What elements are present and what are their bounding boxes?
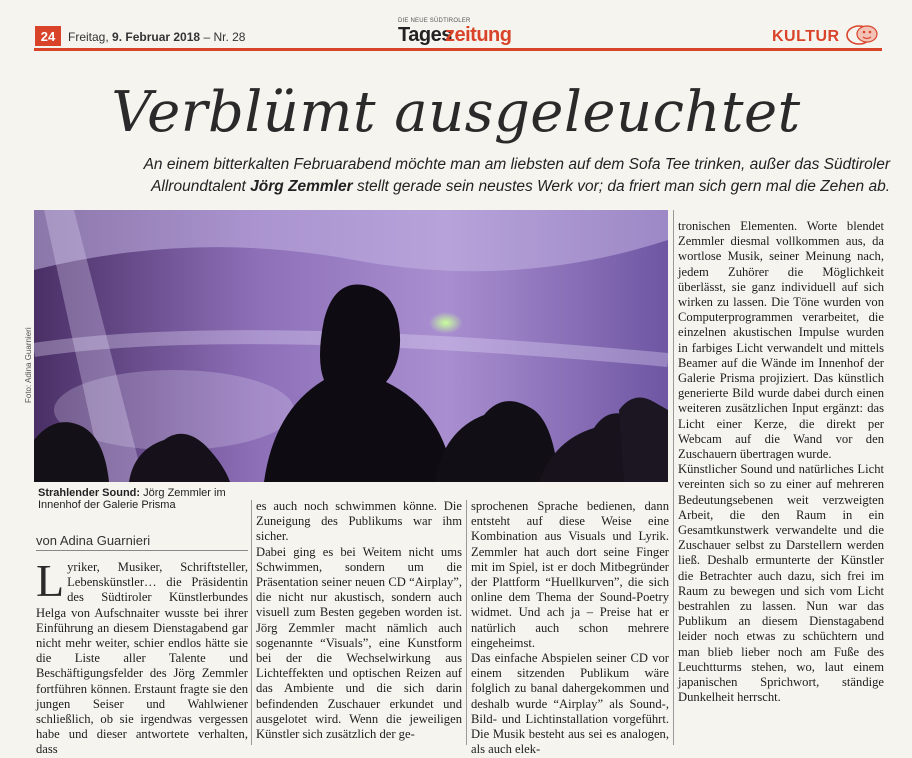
lead-text-end: stellt gerade sein neustes Werk vor; da friert man sich gern mal die Zehen ab. [352,178,890,195]
masthead-word-zeitung: zeitung [445,24,512,46]
photo-caption [38,487,268,511]
article-column-2 [256,499,462,742]
column-separator [673,210,674,745]
article-lead [60,154,890,198]
article-column-4 [678,219,884,706]
column-2-paragraph-1: es auch noch schwimmen könne. Die Zuneigung des Publikums war ihm sicher. [256,499,462,544]
caption-bold: Strahlender Sound: [38,487,141,499]
article-column-3 [471,499,669,757]
masthead-tagline: DIE NEUE SÜDTIROLER [398,18,471,24]
article-headline: Verblümt ausgeleuchtet [111,80,801,145]
column-2-paragraph-2: Dabei ging es bei Weitem nicht ums Schwimmen, sondern um die Präsentation seiner neuen CD “Airplay”, die nicht nur akustisch, sondern auch visuell zum Besten gegeben worden ist. Jörg Zemmler macht nämlich auch sogenannte “Visuals”, eine Kunstform bei der die Wechselwirkung aus Lichteffekten und optischen Reizen auf das Ambiente und die sich darin befindenden Zuschauer erkundet und ausgelotet wird. Wenn die jeweiligen Künstler sich zusätzlich der ge- [256,544,462,742]
photo-credit: Foto: Adina Guarnieri [24,327,33,403]
dateline-date: 9. Februar 2018 [112,30,201,44]
concert-photo [34,210,668,482]
column-separator [466,500,467,745]
caption-text: Jörg Zemmler im Innenhof der Galerie Prisma [38,487,226,511]
masthead-logo [398,18,522,50]
drop-cap: L [36,555,65,606]
article-column-1 [36,555,248,758]
author-byline: von Adina Guarnieri [36,533,151,548]
column-1-text: yriker, Musiker, Schriftsteller, Lebenskünstler… die Präsidentin des Südtiroler Künstlerbundes Helga von Aufschnaiter wusste bei ihrer Einführung an diesem Dienstagabend gar nicht mehr weiter, schier endlos hätte sie die Liste aller Talente und Beschäftigungsfelder des Jörg Zemmler fortführen können. Erstaunt fragte sie den jungen Seiser und Wahlwiener schließlich, ob sie irgendwas vergessen habe und dieser antwortete verhalten, dass [36,560,248,757]
lead-text-start: An einem bitterkalten Februarabend möchte man am liebsten auf dem Sofa Tee trinken, außer das Südtiroler Allroundtalent [143,156,890,195]
dateline-issue: – Nr. 28 [203,30,246,44]
column-4-paragraph-2: Künstlicher Sound und natürliches Licht vereinten sich so zu einer auf mehreren Bedeutungsebenen weit verzweigten Arbeit, die den Raum in ein Gesamtkunstwerk verwandelte und die Zuschauer selbst zu Darstellern werden ließ. Deshalb ermunterte der Künstler die Betrachter auch dazu, sich frei im Raum zu bewegen und sich vom Licht bestrahlen zu lassen. Nun war das Publikum an diesem Dienstagabend leider noch etwas zu schüchtern und man blieb lieber noch am Fuße des Leuchtturms stehen, wo, laut einem japanischen Sprichwort, ständige Dunkelheit herrscht. [678,462,884,705]
dateline-day: Freitag, [68,30,109,44]
lead-name: Jörg Zemmler [250,178,353,195]
masthead-word-tages: Tages [398,24,452,46]
author-rule [36,550,248,551]
column-3-paragraph-1: sprochenen Sprache bedienen, dann entsteht auf diese Weise eine Kombination aus Visuals und Lyrik. Zemmler hat auch dort seine Finger mit im Spiel, ist er doch Mitbegründer der Plattform “Huellkurven”, die sich online dem Thema der Sound-Poetry widmet. Und ach ja – Preise hat er natürlich auch schon mehrere eingeheimst. [471,499,669,650]
header-rule [34,48,882,51]
section-label: KULTUR [772,28,840,45]
dateline [68,30,245,44]
column-4-paragraph-1: tronischen Elementen. Worte blendet Zemmler diesmal vollkommen aus, da wortlose Musik, seiner Meinung nach, jedem Zuhörer die Möglichkeit überlässt, sie ganz individuell auf sich wirken zu lassen. Die Töne wurden von Computerprogrammen verarbeitet, die einzelnen akustischen Impulse wurden in farbiges Licht verwandelt und mittels Beamer auf die Wände im Innenhof der Galerie Prisma projiziert. Das künstlich generierte Bild wurde dabei durch einen weiteren zusätzlichen Input ergänzt: das Licht einer Kerze, die direkt per Webcam auf die Wand vor den Zuschauern übertragen wurde. [678,219,884,462]
column-3-paragraph-2: Das einfache Abspielen seiner CD vor einem sitzenden Publikum wäre folglich zu banal dahergekommen und deshalb wurde “Airplay” als Sound-, Bild- und Lichtinstallation vorgeführt. Die Musik besteht aus sei es analogen, als auch elek- [471,651,669,757]
page-number: 24 [35,26,61,46]
column-separator [251,500,252,745]
theater-masks-icon [845,24,879,46]
